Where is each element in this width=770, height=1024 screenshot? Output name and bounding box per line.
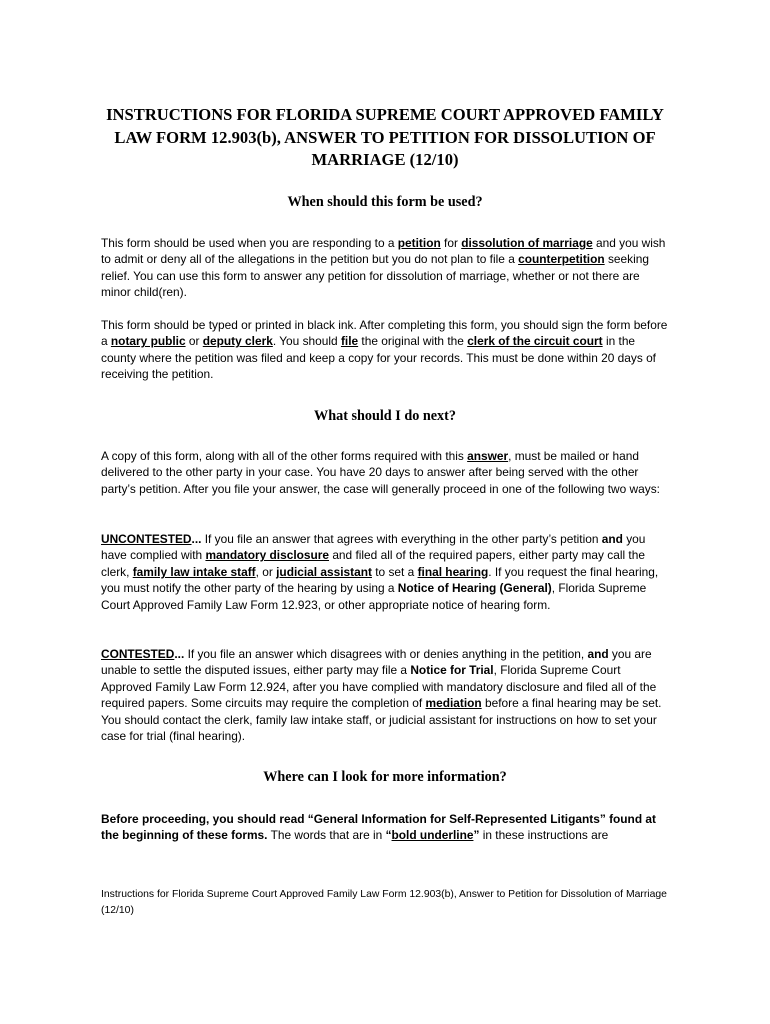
term-judicial-assistant: judicial assistant — [276, 564, 372, 579]
term-petition: petition — [397, 236, 441, 250]
term-notary-public: notary public — [110, 334, 186, 349]
text-run: . You should — [272, 334, 341, 349]
text-run: and — [601, 532, 623, 546]
text-run: , must be mailed or hand delivered to the other party in your case. You have 20 days to answer after being served with the other party’s petition. After you file your answer, the case will generally proceed in one of the following two ways: — [101, 449, 660, 496]
text-run: to set a — [371, 564, 418, 579]
text-run: the original with the — [358, 334, 468, 349]
paragraph-uncontested — [101, 531, 669, 613]
text-run: for — [440, 236, 462, 250]
term-family-law-intake-staff: family law intake staff — [132, 564, 256, 579]
text-run: and — [587, 647, 609, 661]
text-run: . If you request the final hearing, you must notify the other party of the hearing by using a — [101, 564, 659, 596]
section-heading-next: What should I do next? — [314, 408, 456, 424]
paragraph-when-usage — [101, 235, 669, 301]
term-final-hearing: final hearing — [417, 564, 489, 579]
term-notice-of-hearing: Notice of Hearing (General) — [397, 581, 552, 596]
term-deputy-clerk: deputy clerk — [202, 334, 273, 349]
section-heading-when: When should this form be used? — [287, 194, 483, 210]
page-footer: Instructions for Florida Supreme Court Approved Family Law Form 12.903(b), Answer to Petition for Dissolution of Marriage (12/10) — [101, 889, 667, 916]
term-bold-underline: bold underline — [391, 828, 474, 843]
section-heading-more-info: Where can I look for more information? — [263, 769, 507, 785]
text-run: The words that are in — [267, 828, 386, 843]
term-answer: answer — [467, 449, 509, 463]
text-run: in the county where the petition was filed and keep a copy for your records. This must be done within 20 days of receiving the petition. — [101, 334, 656, 382]
text-run: “ — [385, 828, 392, 843]
term-mediation: mediation — [425, 696, 482, 711]
term-uncontested: UNCONTESTED — [101, 532, 192, 546]
term-dissolution-of-marriage: dissolution of marriage — [461, 236, 593, 250]
text-run: , Florida Supreme Court Approved Family Law Form 12.923, or other appropriate notice of hearing form. — [101, 581, 647, 612]
text-run: ... — [191, 532, 202, 546]
term-file: file — [340, 334, 359, 349]
text-run: A copy of this form, along with all of the other forms required with this — [101, 449, 468, 463]
text-run: ... — [174, 647, 185, 661]
text-run: or — [185, 334, 203, 349]
text-run: and filed all of the required papers, either party may call the clerk, — [101, 548, 645, 579]
text-run: you are unable to settle the disputed issues, either party may file a — [101, 647, 652, 678]
text-run: , or — [255, 564, 277, 579]
text-run: and you wish to admit or deny all of the allegations in the petition but you do not plan to file a — [101, 236, 666, 267]
text-run: in these instructions are — [479, 828, 609, 843]
term-clerk-of-circuit-court: clerk of the circuit court — [467, 334, 603, 349]
paragraph-next-copy — [101, 448, 669, 497]
text-run: Before proceeding, you should read “General Information for Self-Represented Litigants” found at the beginning of these forms. — [101, 812, 656, 843]
text-run: you have complied with — [101, 532, 646, 563]
paragraph-when-ink — [101, 317, 669, 383]
term-mandatory-disclosure: mandatory disclosure — [205, 548, 330, 563]
term-contested: CONTESTED — [101, 647, 175, 661]
term-notice-for-trial: Notice for Trial — [410, 663, 494, 678]
text-run: , Florida Supreme Court Approved Family Law Form 12.924, after you have complied with mandatory disclosure and filed all of the required papers. Some circuits may require the completion of — [101, 663, 657, 711]
term-counterpetition: counterpetition — [518, 252, 605, 267]
text-run: ” — [473, 828, 480, 843]
paragraph-more-info — [101, 811, 669, 844]
text-run: If you file an answer which disagrees with or denies anything in the petition, — [184, 647, 588, 661]
text-run: If you file an answer that agrees with everything in the other party’s petition — [201, 532, 602, 546]
paragraph-contested — [101, 646, 669, 744]
text-run: seeking relief. You can use this form to answer any petition for dissolution of marriage, whether or not there are minor child(ren). — [101, 252, 649, 300]
text-run: This form should be typed or printed in black ink. After completing this form, you should sign the form before a — [101, 318, 668, 349]
text-run: before a final hearing may be set. You should contact the clerk, family law intake staff, or judicial assistant for instructions on how to set your case for trial (final hearing). — [101, 696, 662, 744]
document-title: INSTRUCTIONS FOR FLORIDA SUPREME COURT APPROVED FAMILY LAW FORM 12.903(b), ANSWER TO PETITION FOR DISSOLUTION OF MARRIAGE (12/10) — [106, 105, 664, 169]
text-run: This form should be used when you are responding to a — [101, 236, 398, 250]
